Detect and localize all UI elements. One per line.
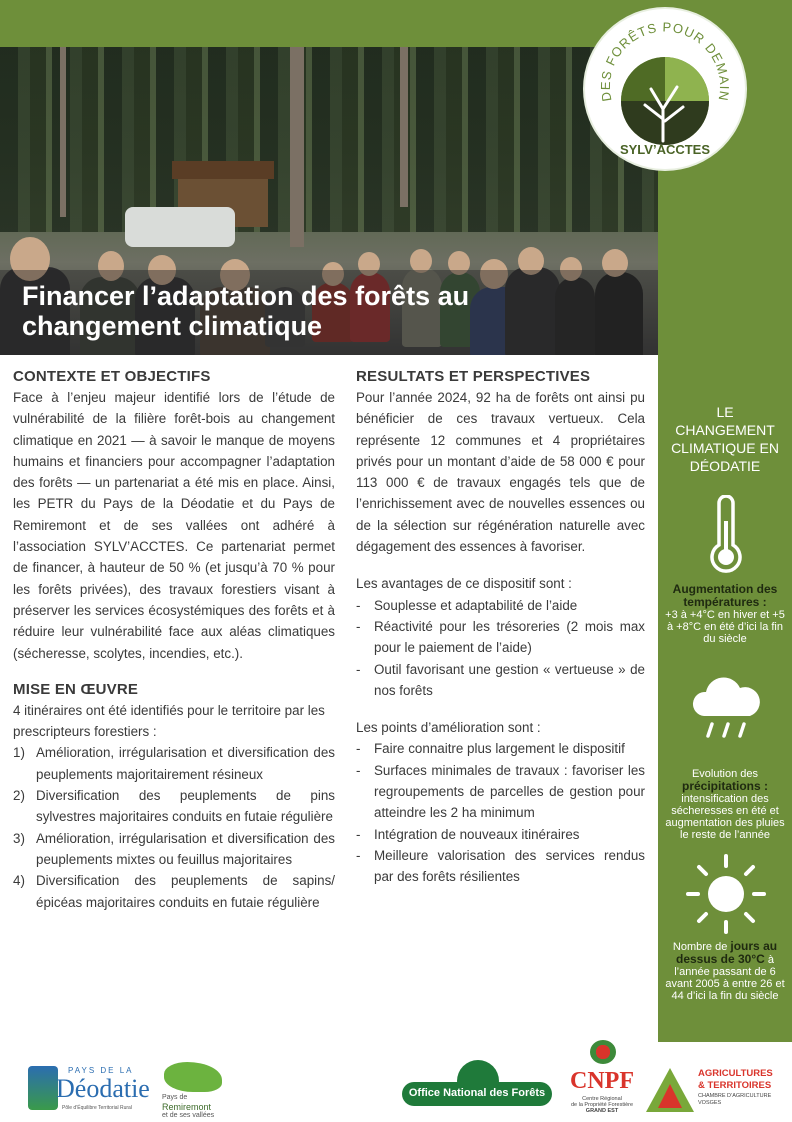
sidebar-heading: LE CHANGEMENT CLIMATIQUE EN DÉODATIE (671, 404, 779, 474)
list-item: - Surfaces minimales de travaux : favoriser les regroupements de parcelles de gestion pour atteindre les 2 ha minimum (356, 760, 645, 824)
logo-brand: SYLV’ACCTES (619, 142, 711, 157)
resultats-heading: RESULTATS ET PERSPECTIVES (356, 368, 591, 385)
itineraires-list (13, 742, 335, 912)
sylvacctes-logo (585, 9, 745, 169)
onf-logo: Office National des Forêts (402, 1070, 552, 1114)
chambre-agriculture-logo: AGRICULTURES & TERRITOIRES CHAMBRE D’AGRICULTURE VOSGES (646, 1062, 786, 1118)
contexte-text: Face à l’enjeu majeur identifié lors de l’étude de vulnérabilité de la filière forêt-bois au changement climatique en 2021 — à savoir le manque de moyens humains et financiers pour accompagner l’adaptation des forêts — un partenariat a été mis en place. Ainsi, les PETR du Pays de la Déodatie et du Pays de Remiremont et de ses vallées ont adhéré à l’association SYLV’ACCTES. Ce partenariat permet de financer, à hauteur de 50 % (et jusqu’à 70 % pour les forêts privées), des travaux forestiers visant à préserver les services écosystémiques des forêts et à réduire leur vulnérabilité face aux aléas climatiques (sécheresse, scolytes, incendies, etc.). (13, 390, 335, 661)
left-column (13, 367, 335, 913)
list-item: - Meilleure valorisation des services rendus par des forêts résilientes (356, 845, 645, 888)
hot-days-block: Nombre de jours au dessus de 30°C à l’année passant de 6 avant 2005 à entre 26 et 44 d’ici la fin du siècle (665, 939, 785, 1002)
list-item: 3) Amélioration, irrégularisation et diversification des peuplements mixtes ou feuillus majoritaires (13, 830, 335, 867)
mise-heading: MISE EN ŒUVRE (13, 680, 139, 698)
remiremont-logo: Pays de Remiremont et de ses vallées (158, 1060, 228, 1120)
mise-intro: 4 itinéraires ont été identifiés pour le territoire par les prescripteurs forestiers : (13, 702, 325, 740)
list-item: - Outil favorisant une gestion « vertueuse » de nos forêts (356, 659, 645, 702)
cnpf-logo: CNPF Centre Régional de la Propriété Forestière GRAND EST (562, 1040, 642, 1118)
list-item: - Faire connaitre plus largement le dispositif (356, 738, 645, 759)
amelioration-intro: Les points d’amélioration sont : (356, 720, 541, 736)
resultats-text: Pour l’année 2024, 92 ha de forêts ont ainsi pu bénéficier de ces travaux vertueux. Cela représente 12 communes et 4 propriétaires privés pour un montant d’aide de 58 000 € pour 113 000 € de travaux engagés tels que de l’enrichissement avec de nouvelles essences ou de la sélection sur régénération naturelle avec dégagement des essences à favoriser. (356, 390, 645, 555)
thermometer-icon (706, 495, 746, 577)
avantages-intro: Les avantages de ce dispositif sont : (356, 576, 572, 592)
list-item: - Souplesse et adaptabilité de l’aide (356, 595, 645, 616)
svg-text:DES FORÊTS POUR DEMAIN: DES FORÊTS POUR DEMAIN (597, 19, 733, 103)
deodatie-logo: PAYS DE LA Déodatie Pôle d’Équilibre Territorial Rural (24, 1060, 142, 1116)
avantages-list (356, 595, 645, 701)
rain-cloud-icon (690, 676, 764, 740)
contexte-heading: CONTEXTE ET OBJECTIFS (13, 368, 211, 385)
sun-icon (684, 852, 768, 936)
list-item: 1) Amélioration, irrégularisation et diversification des peuplements majoritairement résineux (13, 745, 335, 782)
list-item: - Intégration de nouveaux itinéraires (356, 824, 645, 845)
middle-column (356, 367, 645, 888)
amelioration-list (356, 738, 645, 887)
page-title: Financer l’adaptation des forêts au changement climatique (22, 281, 470, 341)
temperature-block: Augmentation des températures : +3 à +4°C en hiver et +5 à +8°C en été d’ici la fin du siècle (665, 582, 785, 645)
list-item: - Réactivité pour les trésoreries (2 mois max pour le paiement de l’aide) (356, 616, 645, 659)
precipitation-block: Evolution des précipitations : intensification des sécheresses en été et augmentation des pluies le reste de l’année (665, 768, 785, 841)
list-item: 2) Diversification des peuplements de pins sylvestres majoritaires conduits en futaie régulière (13, 788, 335, 825)
list-item: 4) Diversification des peuplements de sapins/épicéas majoritaires conduits en futaie régulière (13, 873, 335, 910)
